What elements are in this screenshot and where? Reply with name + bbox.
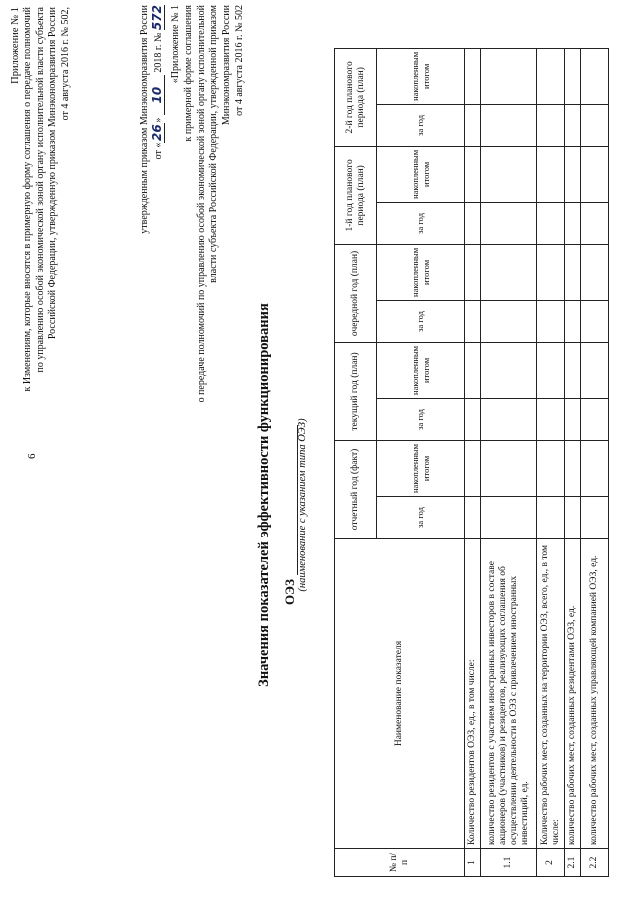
appendix-2-line: к примерной форме соглашения — [182, 5, 194, 142]
header-sub-cumulative: накопленным итогом — [377, 440, 465, 496]
handwritten-month: 10 — [151, 75, 165, 115]
row-name: количество рабочих мест, созданных резидентами ОЭЗ, ед. — [565, 539, 581, 849]
handwritten-number: 572 — [150, 5, 164, 31]
table-row — [481, 48, 537, 876]
handwritten-day: 26 — [150, 124, 164, 141]
table-row — [565, 48, 581, 876]
appendix-2-line: Минэкономразвития России — [221, 5, 233, 126]
row-num: 2.2 — [581, 849, 609, 877]
header-sub-year: за год — [377, 300, 465, 342]
appendix-1-line: по управлению особой экономической зоной органу исполнительной власти субъекта — [34, 7, 46, 373]
approved-date: от «26» 10 2018 г. № 572 — [150, 5, 164, 160]
header-sub-year: за год — [377, 104, 465, 146]
table-row — [465, 48, 481, 876]
header-period: отчетный год (факт) — [335, 440, 377, 538]
oez-label-row — [282, 425, 298, 605]
indicators-table — [334, 48, 609, 877]
approved-by-order — [138, 5, 165, 305]
row-name: количество резидентов с участием иностранных инвесторов в составе акционеров (участников) и резидентов, реализующих соглашения об осуществлении деятельности в ОЭЗ с привлечением иностранных инвестиций, ед. — [481, 539, 537, 849]
header-period: текущий год (план) — [335, 342, 377, 440]
header-period: очередной год (план) — [335, 244, 377, 342]
header-sub-cumulative: накопленным итогом — [377, 244, 465, 300]
header-num: № п/п — [335, 849, 465, 877]
header-sub-year: за год — [377, 202, 465, 244]
appendix-2-line: от 4 августа 2016 г. № 502 — [233, 5, 245, 116]
header-sub-cumulative: накопленным итогом — [377, 48, 465, 104]
row-name: Количество резидентов ОЭЗ, ед., в том числе: — [465, 539, 481, 849]
appendix-2-line: о передаче полномочий по управлению особой экономической зоной органу исполнительной — [195, 5, 207, 403]
header-sub-year: за год — [377, 398, 465, 440]
appendix-2-line: власти субъекта Российской Федерации, утвержденной приказом — [208, 5, 220, 283]
row-name: Количество рабочих мест, созданных на территории ОЭЗ, всего, ед., в том числе: — [537, 539, 565, 849]
row-num: 1.1 — [481, 849, 537, 877]
approved-line: утвержденным приказом Минэкономразвития России — [139, 5, 150, 234]
table-row — [581, 48, 609, 876]
appendix-1-heading: Приложение № 1 — [10, 7, 21, 84]
appendix-1-line: Российской Федерации, утвержденную приказом Минэкономразвития России — [47, 7, 59, 340]
header-period: 2-й год планового периода (план) — [335, 48, 377, 146]
row-num: 2 — [537, 849, 565, 877]
row-name: количество рабочих мест, созданных управляющей компанией ОЭЗ, ед. — [581, 539, 609, 849]
header-sub-year: за год — [377, 497, 465, 539]
header-sub-cumulative: накопленным итогом — [377, 146, 465, 202]
appendix-2-line: «Приложение № 1 — [170, 5, 181, 84]
appendix-1-line: от 4 августа 2016 г. № 502, — [59, 7, 71, 121]
oez-label: ОЭЗ — [282, 579, 297, 605]
header-period: 1-й год планового периода (план) — [335, 146, 377, 244]
document-title: Значения показателей эффективности функционирования — [256, 303, 272, 687]
header-name: Наименование показателя — [335, 539, 465, 849]
appendix-2-block — [170, 5, 247, 505]
oez-caption: (наименование с указанием типа ОЭЗ) — [297, 418, 308, 592]
appendix-1-block — [10, 7, 72, 417]
row-num: 2.1 — [565, 849, 581, 877]
table-row — [537, 48, 565, 876]
appendix-1-line: к Изменениям, которые вносятся в примерную форму соглашения о передаче полномочий — [22, 7, 34, 392]
page-number: 6 — [26, 453, 38, 459]
header-sub-cumulative: накопленным итогом — [377, 342, 465, 398]
row-num: 1 — [465, 849, 481, 877]
